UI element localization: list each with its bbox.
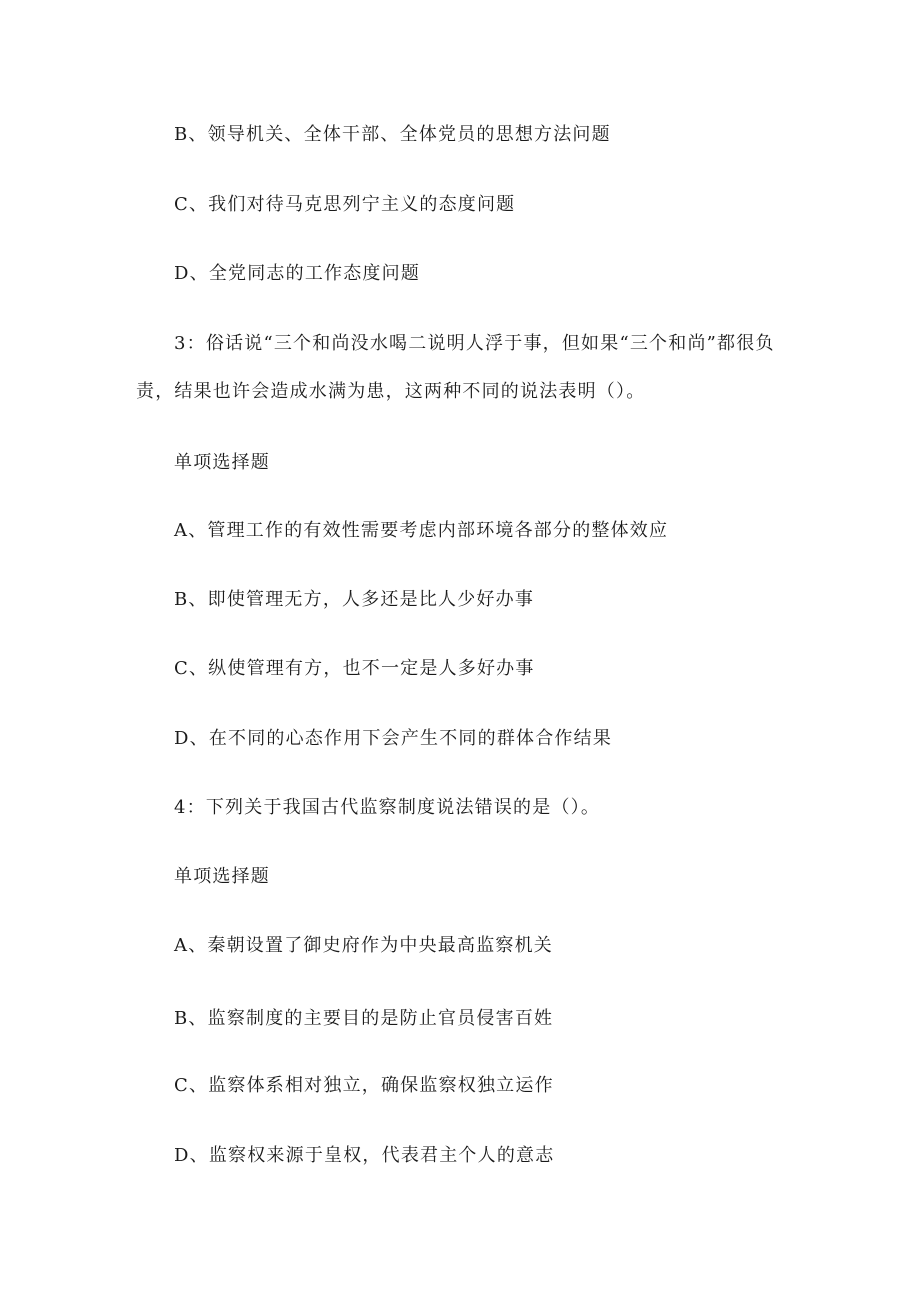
q4-stem: 4：下列关于我国古代监察制度说法错误的是（）。 [174,797,601,818]
q3-option-b: B、即使管理无方，人多还是比人少好办事 [174,589,535,610]
q3-option-c: C、纵使管理有方，也不一定是人多好办事 [174,658,535,679]
q2-option-d: D、全党同志的工作态度问题 [174,263,421,284]
q3-option-d: D、在不同的心态作用下会产生不同的群体合作结果 [174,728,613,749]
q4-option-c: C、监察体系相对独立，确保监察权独立运作 [174,1075,554,1096]
q2-option-c: C、我们对待马克思列宁主义的态度问题 [174,194,516,215]
q4-option-b: B、监察制度的主要目的是防止官员侵害百姓 [174,1008,554,1029]
q4-type: 单项选择题 [174,866,270,887]
q2-option-b: B、领导机关、全体干部、全体党员的思想方法问题 [174,124,611,145]
q4-option-a: A、秦朝设置了御史府作为中央最高监察机关 [174,935,553,956]
q3-option-a: A、管理工作的有效性需要考虑内部环境各部分的整体效应 [174,520,669,541]
q4-option-d: D、监察权来源于皇权，代表君主个人的意志 [174,1145,555,1166]
q3-stem-line2: 责，结果也许会造成水满为患，这两种不同的说法表明（）。 [136,381,646,402]
q3-type: 单项选择题 [174,452,270,473]
q3-stem-line1: 3：俗话说“三个和尚没水喝二说明人浮于事，但如果“三个和尚”都很负 [174,333,775,354]
